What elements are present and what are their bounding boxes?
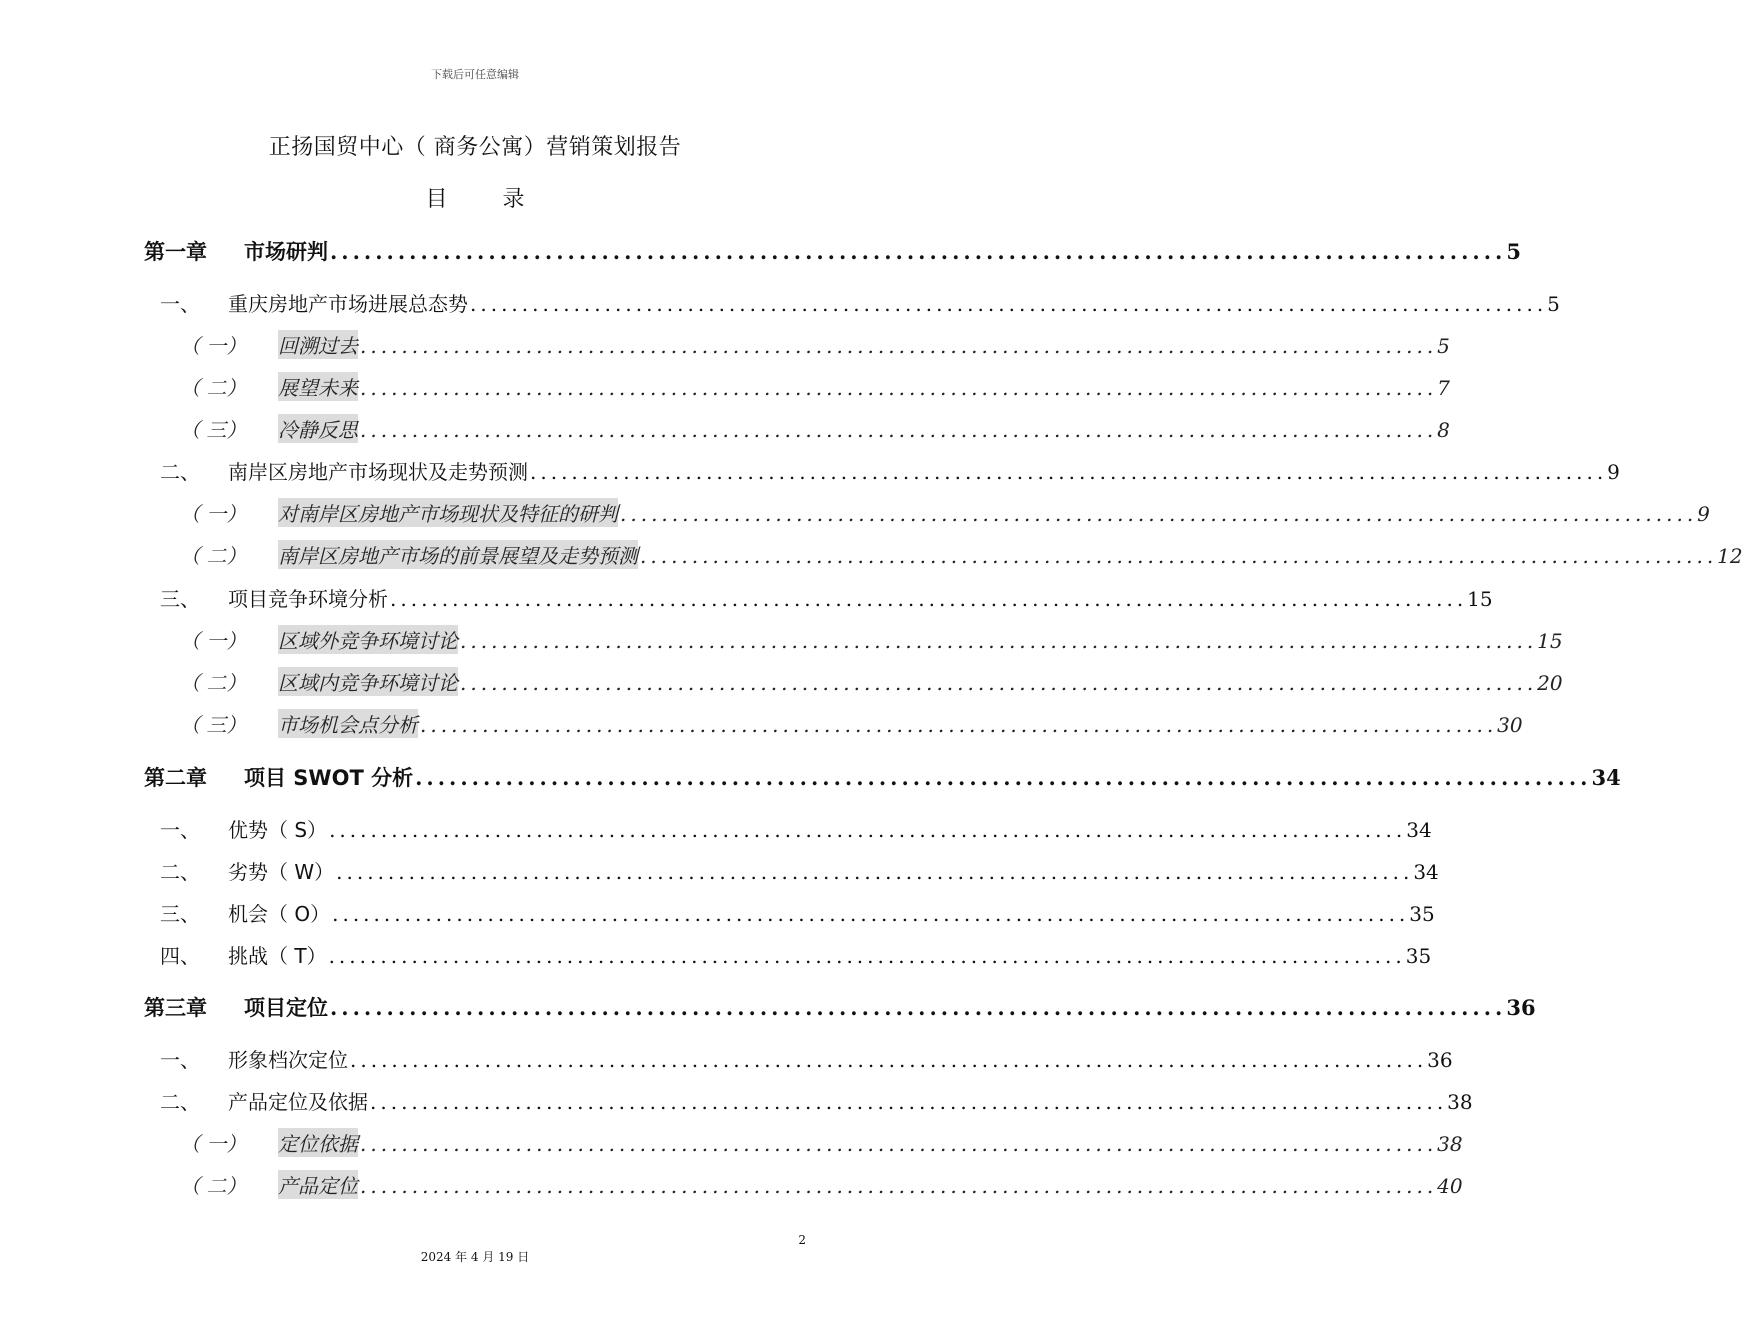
toc-entry-number: （ 一）	[180, 334, 247, 358]
toc-entry-label: 区域外竞争环境讨论	[278, 625, 458, 654]
toc-leader-dots: ........................................................................................................	[336, 860, 1414, 884]
toc-leader-dots: ........................................................................................................	[420, 713, 1498, 737]
toc-entry-number: （ 二）	[180, 376, 247, 400]
header-note: 下载后可任意编辑	[431, 68, 519, 81]
toc-leader-dots: ........................................................................................................	[360, 334, 1438, 358]
toc-entry-label: 冷静反思	[278, 414, 358, 443]
toc-entry-subsection[interactable]	[180, 667, 1563, 696]
toc-entry-number: 四、	[160, 944, 200, 968]
toc-leader-dots: ........................................................................................................	[330, 995, 1507, 1020]
toc-entry-page: 12	[1717, 544, 1743, 568]
toc-entry-number: 二、	[160, 860, 200, 884]
toc-entry-label: 机会（ O）	[228, 902, 331, 926]
toc-entry-page: 5	[1547, 292, 1560, 316]
toc-entry-label: 挑战（ T）	[228, 944, 327, 968]
toc-leader-dots: ........................................................................................................	[460, 629, 1538, 653]
toc-leader-dots: ........................................................................................................	[350, 1048, 1428, 1072]
toc-leader-dots: ........................................................................................................	[328, 944, 1406, 968]
toc-entry-subsection[interactable]	[180, 709, 1523, 738]
toc-entry-section[interactable]	[160, 1044, 1453, 1073]
toc-entry-subsection[interactable]	[180, 625, 1563, 654]
toc-entry-label: 产品定位	[278, 1170, 358, 1199]
toc-entry-subsection[interactable]	[180, 414, 1450, 443]
toc-entry-subsection[interactable]	[180, 540, 1743, 569]
toc-entry-section[interactable]	[160, 856, 1439, 885]
toc-leader-dots: ........................................................................................................	[370, 1090, 1448, 1114]
toc-entry-subsection[interactable]	[180, 372, 1450, 401]
toc-entry-section[interactable]	[160, 940, 1432, 969]
toc-entry-label: 形象档次定位	[228, 1048, 348, 1072]
toc-entry-page: 40	[1437, 1174, 1463, 1198]
toc-entry-label: 市场机会点分析	[278, 709, 418, 738]
toc-entry-label: 市场研判	[244, 240, 328, 264]
toc-leader-dots: ........................................................................................................	[530, 460, 1608, 484]
toc-leader-dots: ........................................................................................................	[332, 902, 1410, 926]
toc-entry-number: （ 三）	[180, 713, 247, 737]
toc-leader-dots: ........................................................................................................	[620, 502, 1698, 526]
toc-entry-number: 二、	[160, 1090, 200, 1114]
toc-entry-label: 南岸区房地产市场现状及走势预测	[228, 460, 528, 484]
document-title: 正扬国贸中心（ 商务公寓）营销策划报告	[268, 135, 682, 160]
toc-entry-page: 34	[1406, 818, 1432, 842]
toc-entry-label: 优势（ S）	[228, 818, 328, 842]
toc-entry-chapter[interactable]	[144, 762, 1621, 792]
toc-entry-page: 5	[1437, 334, 1450, 358]
toc-entry-number: （ 二）	[180, 1174, 247, 1198]
toc-entry-label: 产品定位及依据	[228, 1090, 368, 1114]
toc-entry-label: 项目 SWOT 分析	[244, 766, 414, 790]
toc-entry-page: 9	[1607, 460, 1620, 484]
toc-leader-dots: ........................................................................................................	[329, 818, 1407, 842]
toc-entry-page: 8	[1437, 418, 1450, 442]
toc-entry-number: 一、	[160, 1048, 200, 1072]
toc-entry-section[interactable]	[160, 288, 1560, 317]
toc-leader-dots: ........................................................................................................	[415, 765, 1592, 790]
toc-entry-number: 第三章	[144, 996, 207, 1020]
toc-entry-section[interactable]	[160, 898, 1435, 927]
toc-entry-subsection[interactable]	[180, 1170, 1463, 1199]
toc-leader-dots: ........................................................................................................	[470, 292, 1548, 316]
toc-entry-number: 第二章	[144, 766, 207, 790]
toc-leader-dots: ........................................................................................................	[640, 544, 1718, 568]
toc-heading: 目 录	[425, 187, 549, 212]
toc-entry-page: 5	[1506, 239, 1521, 264]
toc-entry-page: 34	[1413, 860, 1439, 884]
toc-entry-chapter[interactable]	[144, 992, 1536, 1022]
toc-leader-dots: ........................................................................................................	[330, 239, 1507, 264]
toc-leader-dots: ........................................................................................................	[460, 671, 1538, 695]
toc-leader-dots: ........................................................................................................	[390, 587, 1468, 611]
toc-entry-number: （ 三）	[180, 418, 247, 442]
toc-entry-page: 9	[1697, 502, 1710, 526]
toc-leader-dots: ........................................................................................................	[360, 1174, 1438, 1198]
toc-entry-section[interactable]	[160, 1086, 1473, 1115]
toc-entry-page: 15	[1467, 587, 1493, 611]
toc-entry-label: 劣势（ W）	[228, 860, 335, 884]
toc-entry-page: 15	[1537, 629, 1563, 653]
toc-entry-page: 30	[1497, 713, 1523, 737]
toc-entry-label: 定位依据	[278, 1128, 358, 1157]
toc-entry-label: 展望未来	[278, 372, 358, 401]
toc-entry-number: 三、	[160, 902, 200, 926]
toc-leader-dots: ........................................................................................................	[360, 418, 1438, 442]
toc-entry-number: （ 一）	[180, 1132, 247, 1156]
toc-entry-page: 35	[1409, 902, 1435, 926]
toc-entry-number: （ 二）	[180, 544, 247, 568]
toc-entry-number: 一、	[160, 292, 200, 316]
toc-entry-number: 一、	[160, 818, 200, 842]
toc-entry-label: 重庆房地产市场进展总态势	[228, 292, 468, 316]
toc-leader-dots: ........................................................................................................	[360, 376, 1438, 400]
toc-entry-label: 项目定位	[244, 996, 328, 1020]
toc-entry-number: （ 二）	[180, 671, 247, 695]
toc-entry-number: 三、	[160, 587, 200, 611]
page-number: 2	[798, 1233, 806, 1247]
toc-entry-section[interactable]	[160, 583, 1493, 612]
toc-entry-label: 区域内竞争环境讨论	[278, 667, 458, 696]
toc-entry-page: 36	[1506, 995, 1536, 1020]
toc-leader-dots: ........................................................................................................	[360, 1132, 1438, 1156]
toc-entry-section[interactable]	[160, 814, 1432, 843]
toc-entry-page: 34	[1591, 765, 1621, 790]
toc-entry-subsection[interactable]	[180, 1128, 1463, 1157]
toc-entry-page: 7	[1437, 376, 1450, 400]
toc-entry-label: 项目竞争环境分析	[228, 587, 388, 611]
toc-entry-page: 38	[1447, 1090, 1473, 1114]
toc-entry-label: 南岸区房地产市场的前景展望及走势预测	[278, 540, 638, 569]
toc-entry-number: （ 一）	[180, 502, 247, 526]
toc-entry-page: 38	[1437, 1132, 1463, 1156]
toc-entry-section[interactable]	[160, 456, 1620, 485]
footer-date: 2024 年 4 月 19 日	[420, 1250, 530, 1264]
toc-entry-page: 35	[1405, 944, 1432, 968]
toc-entry-number: 二、	[160, 460, 200, 484]
toc-entry-number: 第一章	[144, 240, 207, 264]
toc-entry-number: （ 一）	[180, 629, 247, 653]
toc-entry-label: 回溯过去	[278, 330, 358, 359]
toc-entry-page: 36	[1427, 1048, 1453, 1072]
toc-entry-chapter[interactable]	[144, 236, 1521, 266]
toc-entry-subsection[interactable]	[180, 498, 1710, 527]
toc-entry-page: 20	[1537, 671, 1563, 695]
toc-entry-label: 对南岸区房地产市场现状及特征的研判	[278, 498, 618, 527]
toc-entry-subsection[interactable]	[180, 330, 1450, 359]
